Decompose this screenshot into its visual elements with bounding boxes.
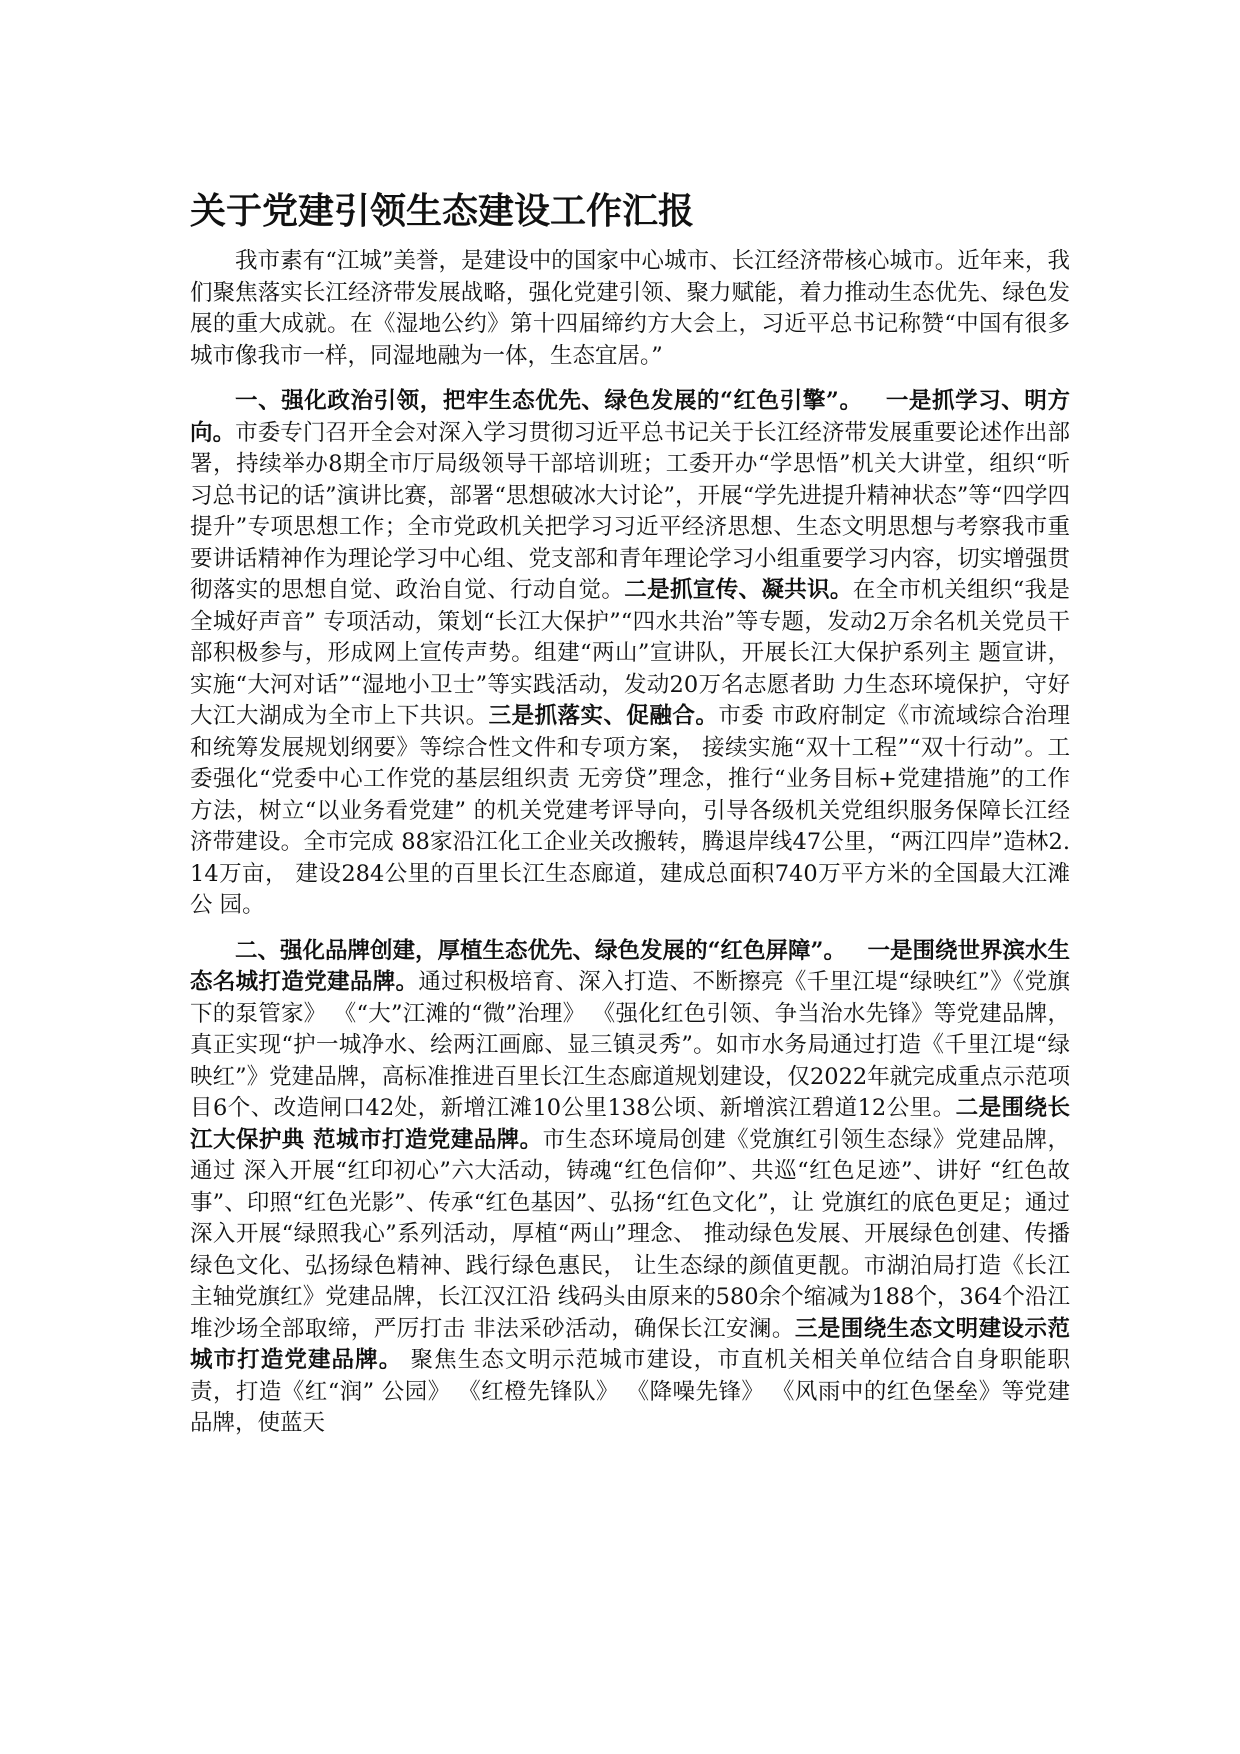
section-2-heading: 二、强化品牌创建，厚植生态优先、绿色发展的“红色屏障”。 [235, 937, 846, 964]
section-2-paragraph [190, 936, 1070, 1440]
section-1-sub2-heading: 二是抓宣传、凝共识。 [624, 577, 853, 603]
section-1-heading: 一、强化政治引领，把牢生态优先、绿色发展的“红色引擎”。 [235, 388, 863, 414]
section-1-sub1-text: 市委专门召开全会对深入学习贯彻习近平总书记关于长江经济带发展重要论述作出部署，持续举办8期全市厅局级领导干部培训班；工委开办“学思悟”机关大讲堂，组织“听习总书记的话”演讲比赛，部署“思想破冰大讨论”，开展“学先进提升精神状态”等“四学四提升”专项思想工作；全市党政机关把学习习近平经济思想、生态文明思想与考察我市重要讲话精神作为理论学习中心组、党支部和青年理论学习小组重要学习内容，切实增强贯彻落实的思想自觉、政治自觉、行动自觉。 [190, 419, 1070, 603]
section-1-sub1-heading: 一是抓学习、明方向。 [190, 388, 1070, 446]
section-2-sub3-text: 聚焦生态文明示范城市建设，市直机关相关单位结合自身职能职责，打造《红“润” 公园》 《红橙先锋队》 《降噪先锋》 《风雨中的红色堡垒》等党建品牌，使蓝天 [190, 1347, 1070, 1436]
section-2-sub2-heading: 二是围绕长江大保护典 范城市打造党建品牌。 [190, 1095, 1070, 1153]
section-1-sub3-text: 市委 市政府制定《市流域综合治理和统筹发展规划纲要》等综合性文件和专项方案， 接续实施“双十工程”“双十行动”。工委强化“党委中心工作党的基层组织责 无旁贷”理念，推行“业务目标+党建措施”的工作方法，树立“以业务看党建” 的机关党建考评导向，引导各级机关党组织服务保障长江经济带建设。全市完成 88家沿江化工企业关改搬转，腾退岸线47公里，“两江四岸”造林2.14万亩， 建设284公里的百里长江生态廊道，建成总面积740万平方米的全国最大江滩公 园。 [190, 703, 1070, 918]
section-1-sub3-heading: 三是抓落实、促融合。 [488, 703, 719, 729]
intro-text: 我市素有“江城”美誉，是建设中的国家中心城市、长江经济带核心城市。近年来，我们聚焦落实长江经济带发展战略，强化党建引领、聚力赋能，着力推动生态优先、绿色发展的重大成就。在《湿地公约》第十四届缔约方大会上，习近平总书记称赞“中国有很多城市像我市一样，同湿地融为一体，生态宜居。” [190, 248, 1070, 369]
section-2-sub1-heading: 一是围绕世界滨水生态名城打造党建品牌。 [190, 937, 1070, 995]
intro-paragraph [190, 246, 1070, 372]
section-1-sub2-text: 在全市机关组织“我是全城好声音” 专项活动，策划“长江大保护”“四水共治”等专题，发动2万余名机关党员干 部积极参与，形成网上宣传声势。组建“两山”宣讲队，开展长江大保护系列主 题宣讲，实施“大河对话”“湿地小卫士”等实践活动，发动20万名志愿者助 力生态环境保护，守好大江大湖成为全市上下共识。 [190, 577, 1070, 729]
document-page [190, 188, 1070, 1440]
section-2-sub2-text: 市生态环境局创建《党旗红引领生态绿》党建品牌，通过 深入开展“红印初心”六大活动，铸魂“红色信仰”、共巡“红色足迹”、讲好 “红色故事”、印照“红色光影”、传承“红色基因”、弘扬“红色文化”，让 党旗红的底色更足；通过深入开展“绿照我心”系列活动，厚植“两山”理念、 推动绿色发展、开展绿色创建、传播绿色文化、弘扬绿色精神、践行绿色惠民， 让生态绿的颜值更靓。市湖泊局打造《长江主轴党旗红》党建品牌，长江汉江沿 线码头由原来的580余个缩减为188个，364个沿江堆沙场全部取缔，严厉打击 非法采砂活动，确保长江安澜。 [190, 1126, 1070, 1342]
section-1-paragraph [190, 386, 1070, 922]
section-2-sub3-heading: 三是围绕生态文明建设示范城市打造党建品牌。 [190, 1315, 1070, 1373]
section-2-sub1-text: 通过积极培育、深入打造、不断擦亮《千里江堤“绿映红”》《党旗下的泵管家》 《“大”江滩的“微”治理》 《强化红色引领、争当治水先锋》等党建品牌，真正实现“护一城净水、绘两江画廊、显三镇灵秀”。如市水务局通过打造《千里江堤“绿映红”》党建品牌，高标准推进百里长江生态廊道规划建设，仅2022年就完成重点示范项目6个、改造闸口42处，新增江滩10公里138公顷、新增滨江碧道12公里。 [190, 969, 1070, 1121]
document-title: 关于党建引领生态建设工作汇报 [190, 191, 695, 232]
